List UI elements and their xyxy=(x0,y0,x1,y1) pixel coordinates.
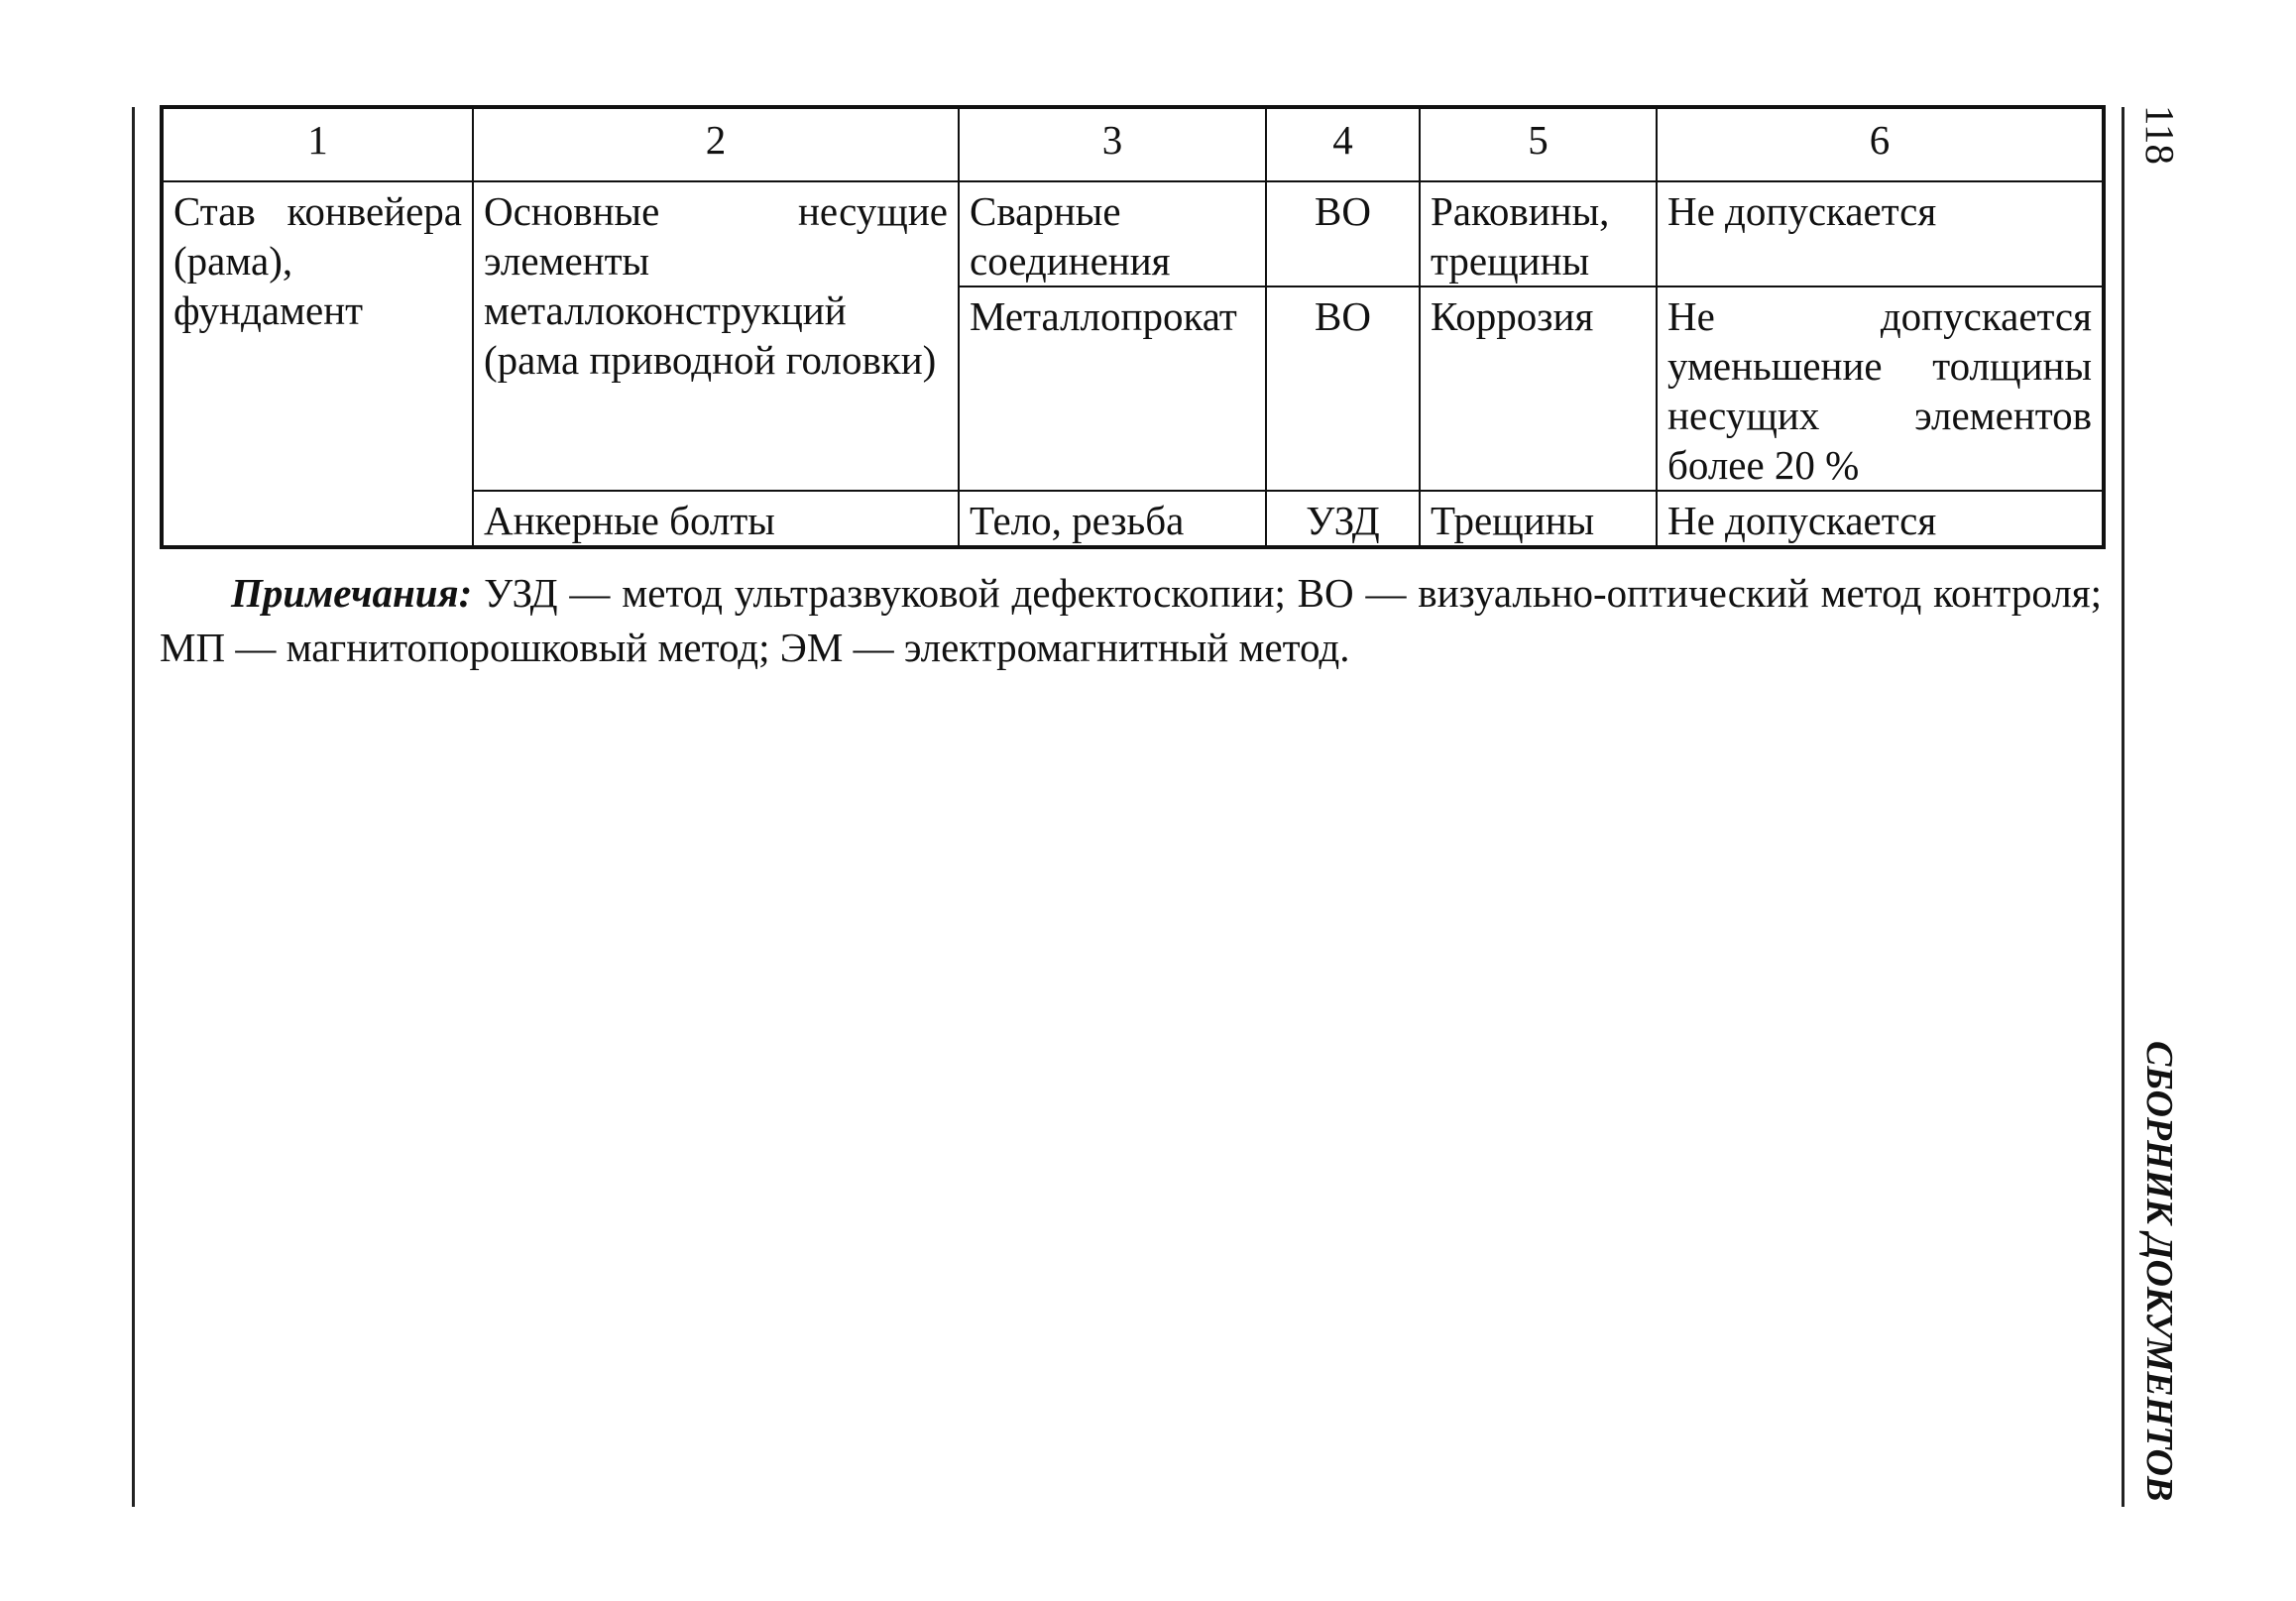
inspection-table xyxy=(160,105,2106,549)
criterion-cell: Не допускается xyxy=(1657,491,2104,547)
notes-lead: Примечания: xyxy=(231,570,473,616)
running-head: СБОРНИК ДОКУМЕНТОВ xyxy=(2138,1041,2180,1502)
criterion-cell: Не допускается xyxy=(1657,181,2104,286)
table-notes xyxy=(160,566,2102,675)
criterion-cell: Не допускается уменьшение толщины несущих элементов более 20 % xyxy=(1657,286,2104,491)
inspection-table-container xyxy=(160,105,2102,549)
inspected-part-cell: Сварные соединения xyxy=(959,181,1266,286)
header-cell-6: 6 xyxy=(1657,107,2104,181)
right-margin-rule xyxy=(2122,107,2124,1507)
inspected-part-cell: Тело, резьба xyxy=(959,491,1266,547)
header-cell-2: 2 xyxy=(473,107,959,181)
page-number xyxy=(2136,105,2196,184)
left-margin-rule xyxy=(132,107,135,1507)
element-cell: Анкерные болты xyxy=(473,491,959,547)
inspected-part-cell: Металлопрокат xyxy=(959,286,1266,491)
defect-cell: Раковины, трещины xyxy=(1420,181,1657,286)
defect-cell: Коррозия xyxy=(1420,286,1657,491)
notes-text: УЗД — метод ультразвуковой дефектоскопии; ВО — визуально-оптический метод контроля; МП — магнитопорошковый метод; ЭМ — электромагнитный метод. xyxy=(160,570,2102,670)
header-cell-3: 3 xyxy=(959,107,1266,181)
page-number-text: 118 xyxy=(2137,105,2183,165)
header-cell-5: 5 xyxy=(1420,107,1657,181)
object-cell: Став конвейера (рама), фундамент xyxy=(162,181,473,547)
table-header-row xyxy=(162,107,2104,181)
method-cell: ВО xyxy=(1266,181,1420,286)
defect-cell: Трещины xyxy=(1420,491,1657,547)
header-cell-1: 1 xyxy=(162,107,473,181)
method-cell: УЗД xyxy=(1266,491,1420,547)
header-cell-4: 4 xyxy=(1266,107,1420,181)
method-cell: ВО xyxy=(1266,286,1420,491)
table-row xyxy=(162,181,2104,286)
element-cell: Основные несущие элементы металлоконструкций (рама приводной головки) xyxy=(473,181,959,491)
